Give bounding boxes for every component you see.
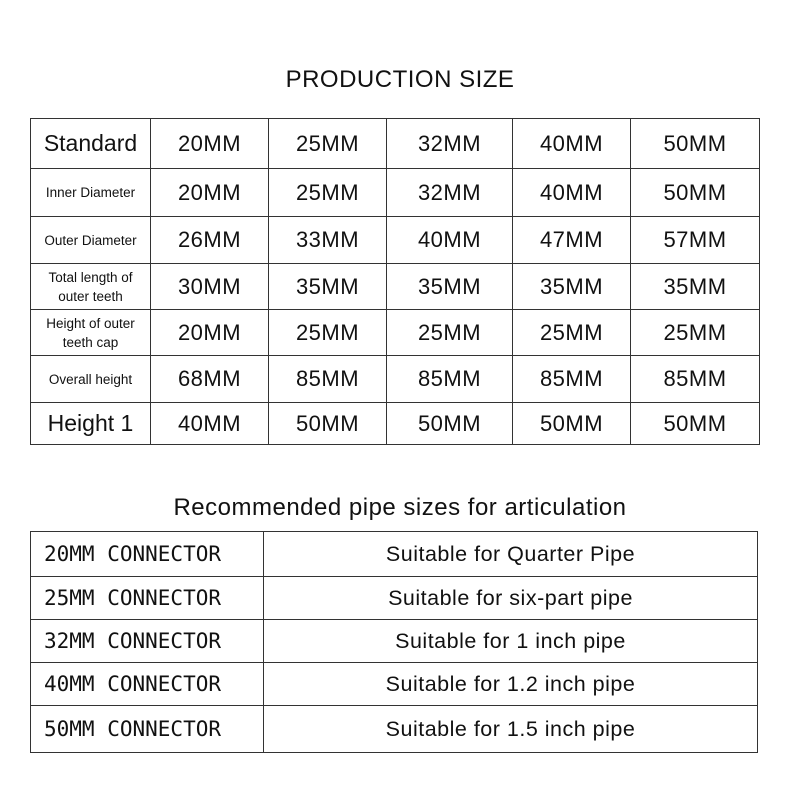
row-label-line: Height of outer xyxy=(46,315,135,331)
table-row xyxy=(31,577,758,620)
table-cell: 35MM xyxy=(269,264,387,310)
table-cell: 32MM xyxy=(387,169,513,217)
table-cell: 57MM xyxy=(631,217,760,264)
table-cell: 35MM xyxy=(513,264,631,310)
table-cell: 40MM xyxy=(513,119,631,169)
table-cell: 25MM xyxy=(387,310,513,356)
table-cell: 25MM xyxy=(269,169,387,217)
table-cell: 20MM xyxy=(151,310,269,356)
table-cell: 32MM xyxy=(387,119,513,169)
table-cell: 85MM xyxy=(269,356,387,403)
row-label xyxy=(31,310,151,356)
table-cell: 25MM xyxy=(513,310,631,356)
row-label: Height 1 xyxy=(31,403,151,445)
table-cell: 20MM xyxy=(151,169,269,217)
table-cell: 35MM xyxy=(631,264,760,310)
table-cell: 50MM xyxy=(631,403,760,445)
table-row xyxy=(31,356,760,403)
table-cell: 50MM xyxy=(387,403,513,445)
connector-cell: 32MM CONNECTOR xyxy=(31,620,264,663)
table-row xyxy=(31,169,760,217)
table-cell: 85MM xyxy=(513,356,631,403)
table-cell: 50MM xyxy=(631,169,760,217)
row-label-line: teeth cap xyxy=(62,334,119,350)
table-row xyxy=(31,217,760,264)
suitable-cell: Suitable for 1.2 inch pipe xyxy=(264,663,758,706)
table-row xyxy=(31,620,758,663)
row-label-line: Total length of xyxy=(48,269,133,285)
section-title: Recommended pipe sizes for articulation xyxy=(173,494,627,521)
table-row xyxy=(31,403,760,445)
table-cell: 20MM xyxy=(151,119,269,169)
table-cell: 33MM xyxy=(269,217,387,264)
row-label: Standard xyxy=(31,119,151,169)
table-cell: 85MM xyxy=(387,356,513,403)
row-label: Outer Diameter xyxy=(31,217,151,264)
table-row xyxy=(31,310,760,356)
table-cell: 50MM xyxy=(631,119,760,169)
connector-cell: 40MM CONNECTOR xyxy=(31,663,264,706)
row-label: Inner Diameter xyxy=(31,169,151,217)
table-cell: 25MM xyxy=(631,310,760,356)
table-cell: 26MM xyxy=(151,217,269,264)
table-cell: 50MM xyxy=(269,403,387,445)
table-cell: 30MM xyxy=(151,264,269,310)
row-label xyxy=(31,264,151,310)
connector-cell: 20MM CONNECTOR xyxy=(31,532,264,577)
row-label-line: outer teeth xyxy=(58,288,123,304)
table-cell: 25MM xyxy=(269,310,387,356)
table-cell: 35MM xyxy=(387,264,513,310)
suitable-cell: Suitable for 1 inch pipe xyxy=(264,620,758,663)
page-title: PRODUCTION SIZE xyxy=(285,66,515,93)
table-cell: 40MM xyxy=(151,403,269,445)
table-row xyxy=(31,532,758,577)
table-row xyxy=(31,119,760,169)
table-row xyxy=(31,706,758,753)
table-cell: 40MM xyxy=(387,217,513,264)
connector-cell: 25MM CONNECTOR xyxy=(31,577,264,620)
suitable-cell: Suitable for 1.5 inch pipe xyxy=(264,706,758,753)
connector-cell: 50MM CONNECTOR xyxy=(31,706,264,753)
suitable-cell: Suitable for six-part pipe xyxy=(264,577,758,620)
table-cell: 50MM xyxy=(513,403,631,445)
production-size-table xyxy=(30,118,760,445)
suitable-cell: Suitable for Quarter Pipe xyxy=(264,532,758,577)
table-cell: 85MM xyxy=(631,356,760,403)
table-row xyxy=(31,264,760,310)
table-cell: 68MM xyxy=(151,356,269,403)
recommended-pipe-table xyxy=(30,531,758,753)
table-cell: 47MM xyxy=(513,217,631,264)
table-cell: 40MM xyxy=(513,169,631,217)
row-label: Overall height xyxy=(31,356,151,403)
table-cell: 25MM xyxy=(269,119,387,169)
table-row xyxy=(31,663,758,706)
